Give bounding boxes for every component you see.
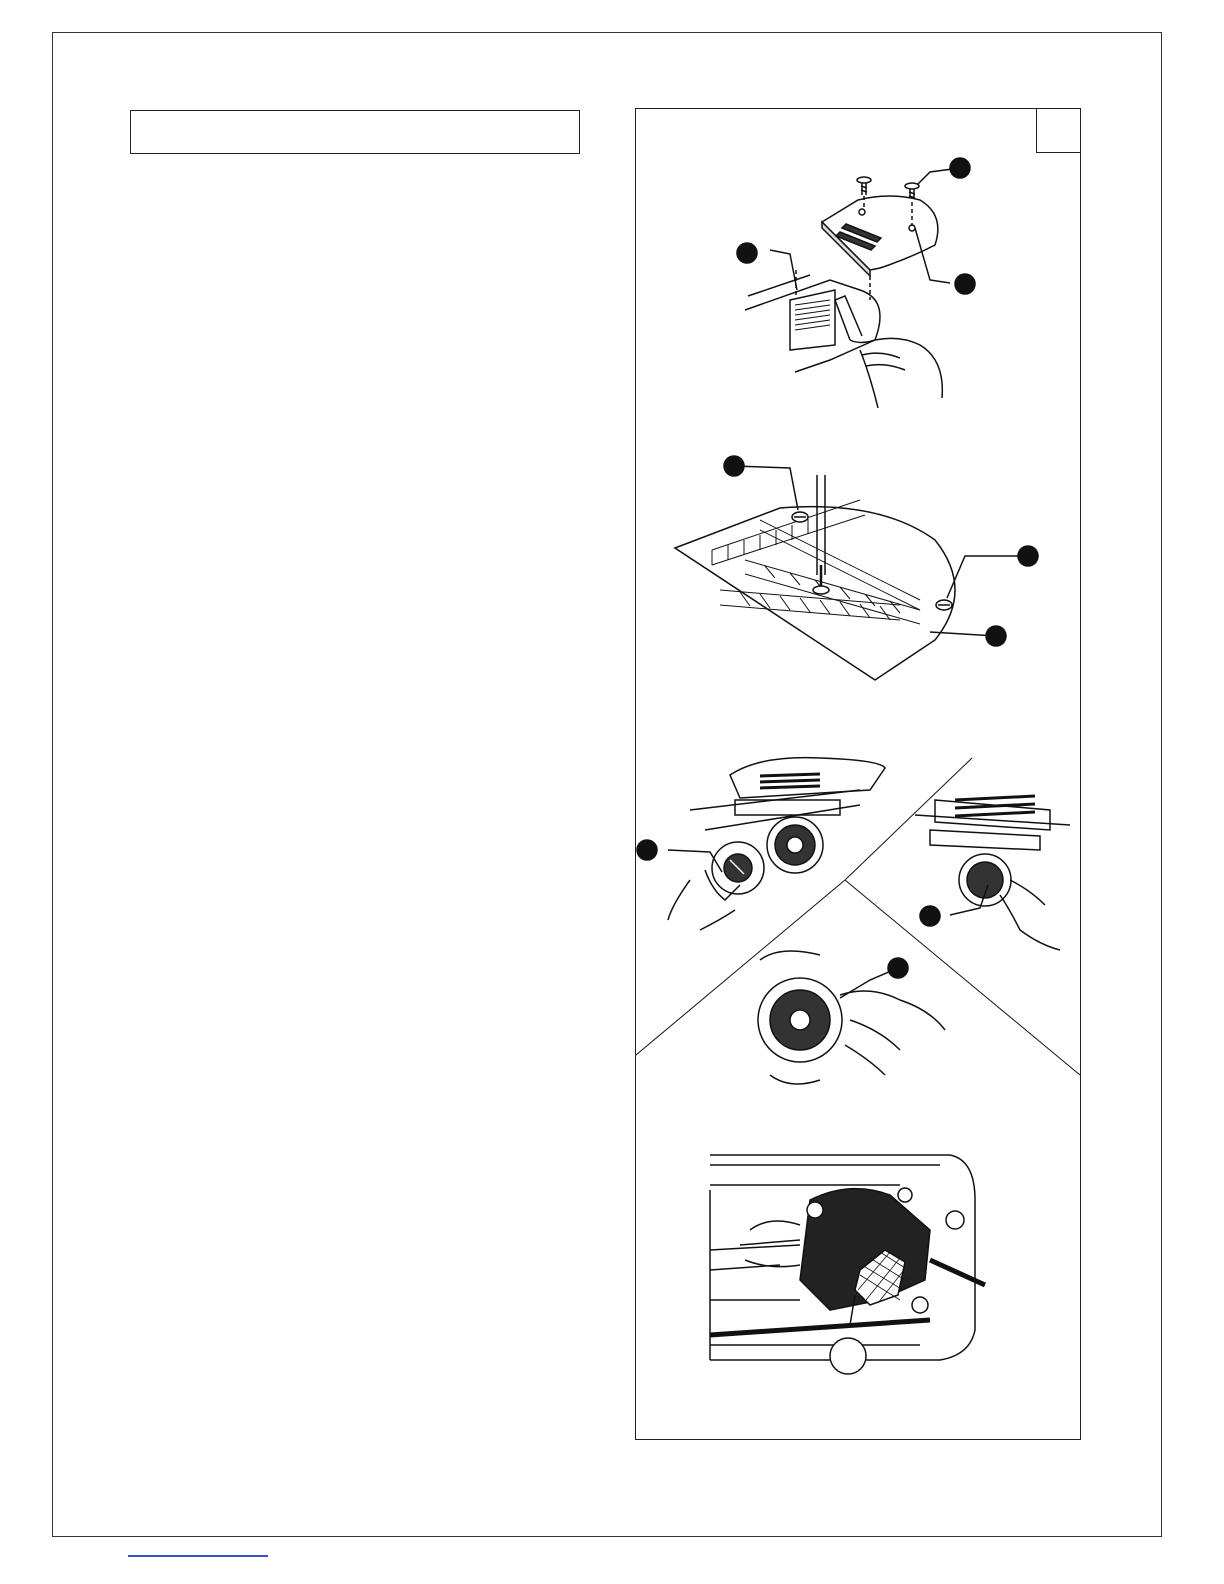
oil-filter-illustration	[710, 1155, 985, 1374]
screw-icon	[857, 177, 871, 195]
throat-plate-removal-illustration	[737, 158, 975, 408]
feed-dog-plate-illustration	[675, 456, 1038, 680]
footer-link[interactable]	[128, 1555, 268, 1557]
hook-bobbin-illustration	[636, 758, 1080, 1084]
